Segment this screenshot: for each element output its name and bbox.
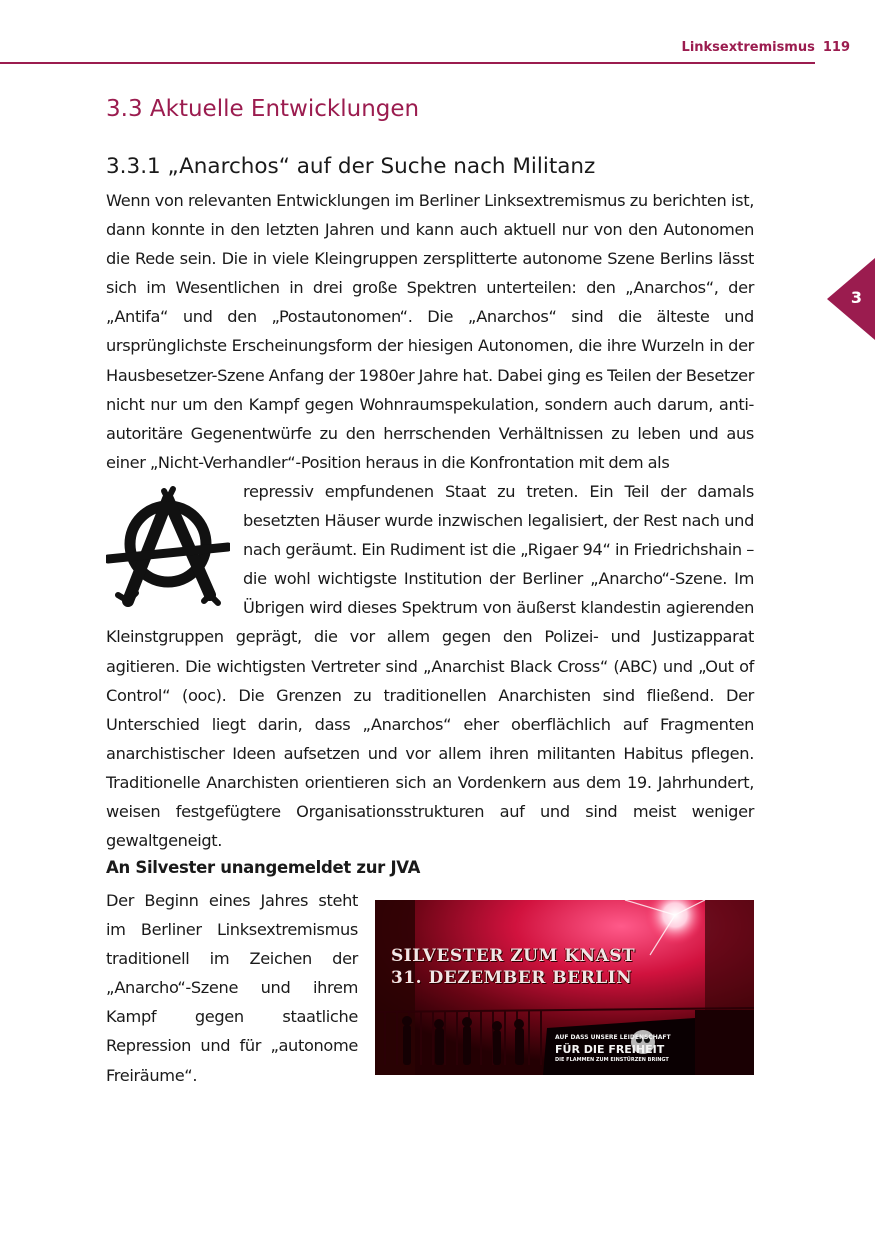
banner-line-1: AUF DASS UNSERE LEIDENSCHAFT [555, 1034, 671, 1041]
running-title: Linksextremismus [681, 40, 815, 55]
section-heading: 3.3 Aktuelle Entwicklungen [106, 96, 420, 122]
banner-line-2: FÜR DIE FREIHEIT [555, 1043, 665, 1056]
body-paragraph: Der Beginn eines Jahres steht im Berliner Linksextremismus traditionell im Zeichen der „Anarcho“-Szene und ihrem Kampf gegen staatliche Repression und für „autonome Freiräume“. [106, 891, 358, 1085]
banner-line-3: DIE FLAMMEN ZUM EINSTÜRZEN BRINGT [555, 1057, 669, 1063]
side-heading: An Silvester unangemeldet zur JVA [106, 858, 421, 877]
anarchy-symbol-icon [106, 477, 243, 615]
header-rule [0, 62, 815, 64]
subsection-heading: 3.3.1 „Anarchos“ auf der Suche nach Militanz [106, 154, 596, 179]
body-paragraph: repressiv empfundenen Staat zu treten. Ein Teil der damals besetzten Häuser wurde inzwischen legalisiert, der Rest nach und nach geräumt. Ein Rudiment ist die „Rigaer 94“ in Friedrichshain – die wohl wichtigste Institution der Berliner „Anarcho“-Szene. Im Übrigen wird dieses Spektrum von äußerst klandestin agierenden Kleinstgruppen geprägt, die vor allem gegen den Polizei- und Justizapparat agitieren. Die wichtigsten Vertreter sind „Anarchist Black Cross“ (ABC) und „Out of Control“ (ooc). Die Grenzen zu traditionellen Anarchisten sind fließend. Der Unterschied liegt darin, dass „Anarchos“ eher oberflächlich auf Fragmenten anarchistischer Ideen aufsetzen und vor allem ihren militanten Habitus pflegen. Traditionelle Anarchisten orientieren sich an Vordenkern aus dem 19. Jahrhundert, weisen festgefügtere Organisationsstrukturen auf und sind meist weniger gewaltgeneigt. [106, 482, 754, 851]
photo-title-line-1: SILVESTER ZUM KNAST [391, 946, 636, 966]
running-head [682, 40, 850, 55]
body-paragraph: Wenn von relevanten Entwicklungen im Berliner Linksextremismus zu berichten ist, dann konnte in den letzten Jahren und kann auch aktuell nur von den Autonomen die Rede sein. Die in viele Kleingruppen zersplitterte autonome Szene Berlins lässt sich im Wesentlichen in drei große Spektren unterteilen: den „Anarchos“, der „Antifa“ und den „Postautonomen“. Die „Anarchos“ sind die älteste und ursprünglichste Erscheinungsform der hiesigen Autonomen, die ihre Wurzeln in der Hausbesetzer-Szene Anfang der 1980er Jahre hat. Dabei ging es Teilen der Besetzer nicht nur um den Kampf gegen Wohnraumspekulation, sondern auch darum, anti-autoritäre Gegenentwürfe zu den herrschenden Verhältnissen zu leben und aus einer „Nicht-Verhandler“-Position heraus in die Konfrontation mit dem als [106, 191, 754, 472]
wrapped-text-block [106, 477, 754, 855]
photo-title-line-2: 31. DEZEMBER BERLIN [391, 968, 633, 988]
chapter-number: 3 [850, 288, 862, 307]
page-number: 119 [822, 40, 850, 55]
protest-photo [375, 900, 754, 1075]
